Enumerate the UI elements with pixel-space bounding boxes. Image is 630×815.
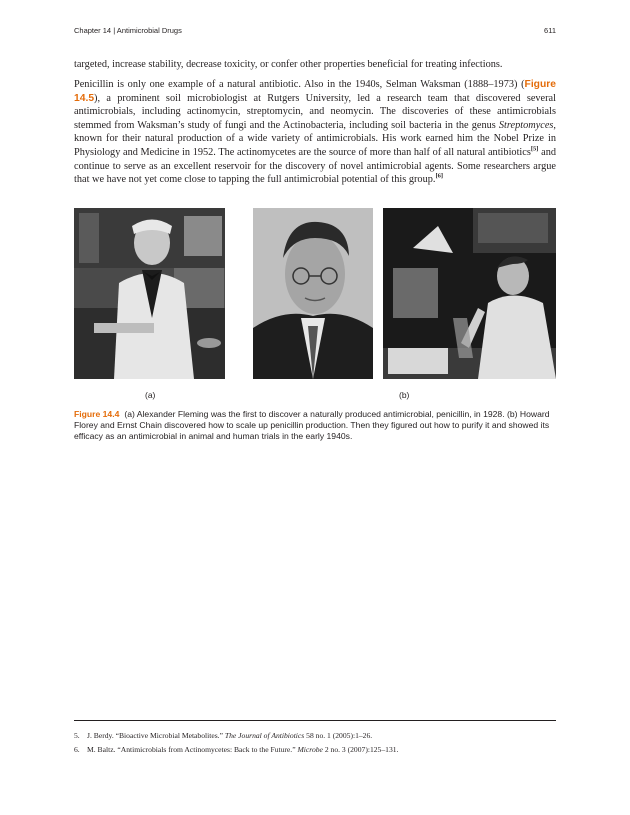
paragraph-2-part-c: , known for their natural production of a wide variety of antimicrobials. His work earned him the Nobel Prize in Physiology and Medicine in 1952. The actinomycetes are the source of more than half of all natural antibiotics (74, 119, 556, 158)
footnote-number: 6. (74, 745, 80, 754)
footnote-text: J. Berdy. “Bioactive Microbial Metabolites.” (87, 731, 225, 740)
figure-14-5-link[interactable]: Figure 14.5 (74, 79, 556, 104)
footnotes-list (74, 729, 556, 757)
photo-florey (253, 208, 373, 379)
paragraph-2-part-a: Penicillin is only one example of a natural antibiotic. Also in the 1940s, Selman Waksman (1888–1973) ( (74, 79, 525, 90)
paragraph-2-part-b: ), a prominent soil microbiologist at Rutgers University, led a research team that discovered several antimicrobials, including actinomycin, streptomycin, and neomycin. The discoveries of these antimicrobials stemmed from Waksman’s study of fungi and the Actinobacteria, including soil bacteria in the genus (74, 92, 556, 131)
footnote-divider (74, 720, 556, 721)
footnote-text: 58 no. 1 (2005):1–26. (304, 731, 373, 740)
footnote-journal: Microbe (297, 745, 323, 754)
figure-label-a: (a) (145, 390, 156, 400)
footnote-text: 2 no. 3 (2007):125–131. (322, 745, 399, 754)
figure-number: Figure 14.4 (74, 409, 120, 419)
reference-6-link[interactable]: [6] (435, 172, 444, 180)
page-number: 611 (544, 26, 556, 35)
footnote-5 (74, 729, 556, 743)
photo-chain (383, 208, 556, 379)
photo-fleming (74, 208, 225, 379)
paragraph-2-part-d: and continue to serve as an excellent reservoir for the discovery of novel antimicrobial agents. Some researchers argue that we have not yet come close to tapping the full antimicrobial potential of this group. (74, 146, 556, 186)
page-header (74, 26, 556, 35)
footnote-number: 5. (74, 731, 80, 740)
figure-caption (74, 409, 556, 443)
paragraph-1: targeted, increase stability, decrease toxicity, or confer other properties beneficial for treating infections. (74, 59, 503, 70)
reference-5-link[interactable]: [5] (530, 145, 539, 153)
footnote-journal: The Journal of Antibiotics (224, 731, 305, 740)
footnote-6 (74, 743, 556, 757)
chapter-title: Chapter 14 | Antimicrobial Drugs (74, 26, 182, 35)
footnote-text: M. Baltz. “Antimicrobials from Actinomycetes: Back to the Future.” (87, 745, 298, 754)
caption-text: (a) Alexander Fleming was the first to discover a naturally produced antimicrobial, penicillin, in 1928. (b) Howard Florey and Ernst Chain discovered how to scale up penicillin production. Then they figured out how to purify it and showed its efficacy as an antimicrobial in animal and human trials in the early 1940s. (74, 409, 550, 442)
streptomyces-italic: Streptomyces (498, 119, 554, 131)
paragraph-2 (74, 78, 556, 187)
figure-label-b: (b) (399, 390, 410, 400)
